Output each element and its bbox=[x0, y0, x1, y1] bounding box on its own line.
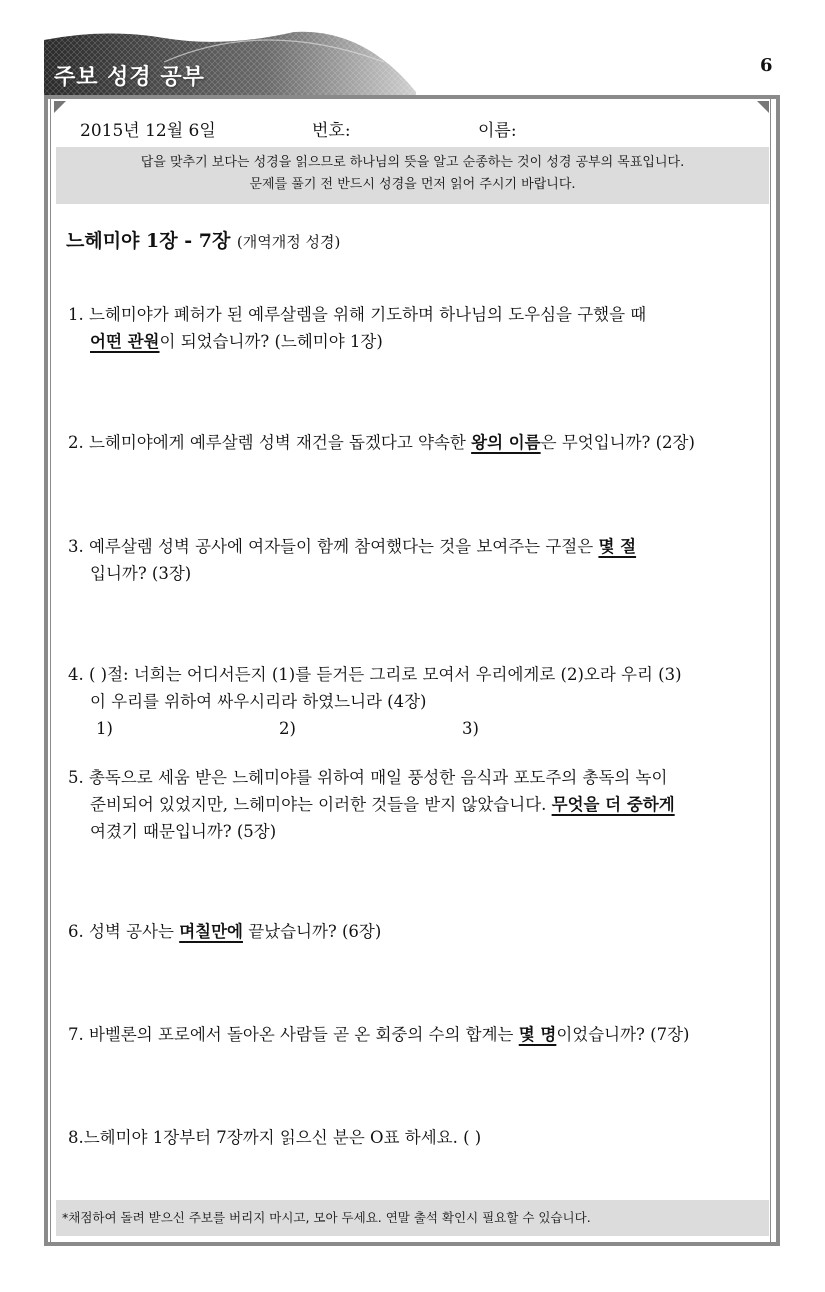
frame-right-inner bbox=[770, 99, 771, 1242]
name-label: 이름: bbox=[478, 121, 517, 141]
page-title: 주보 성경 공부 bbox=[54, 65, 205, 90]
q4-answer-3: 3) bbox=[462, 719, 479, 738]
number-label: 번호: bbox=[312, 121, 351, 141]
q4-answer-2: 2) bbox=[279, 719, 296, 738]
q3-line2: 입니까? (3장) bbox=[90, 564, 192, 583]
q5-line3: 여겼기 때문입니까? (5장) bbox=[90, 822, 277, 841]
question-3 bbox=[68, 533, 768, 587]
q5-line1: 5. 총독으로 세움 받은 느헤미야를 위하여 매일 풍성한 음식과 포도주의 총독의 녹이 bbox=[68, 768, 668, 787]
study-title bbox=[66, 226, 340, 253]
q4-answer-1: 1) bbox=[96, 719, 113, 738]
notice-box bbox=[56, 147, 769, 204]
question-2 bbox=[68, 429, 768, 456]
question-4 bbox=[68, 661, 768, 742]
q5-line2: 준비되어 있었지만, 느헤미야는 이러한 것들을 받지 않았습니다. bbox=[90, 795, 552, 814]
frame-left-inner bbox=[50, 99, 51, 1242]
frame-top bbox=[44, 95, 780, 99]
question-1 bbox=[68, 301, 768, 355]
q6-pre: 6. 성벽 공사는 bbox=[68, 922, 180, 941]
q3-emphasis: 몇 절 bbox=[598, 537, 637, 556]
q7-pre: 7. 바벨론의 포로에서 돌아온 사람들 곧 온 회중의 수의 합계는 bbox=[68, 1025, 519, 1044]
page-number: 6 bbox=[760, 55, 773, 76]
notice-line-2: 문제를 풀기 전 반드시 성경을 먼저 읽어 주시기 바랍니다. bbox=[249, 177, 576, 192]
q6-emphasis: 며칠만에 bbox=[179, 922, 243, 941]
q3-pre: 3. 예루살렘 성벽 공사에 여자들이 함께 참여했다는 것을 보여주는 구절은 bbox=[68, 537, 599, 556]
question-8: 8.느헤미야 1장부터 7장까지 읽으신 분은 O표 하세요. ( ) bbox=[68, 1128, 482, 1147]
study-version: (개역개정 성경) bbox=[236, 233, 341, 251]
q6-post: 끝났습니까? (6장) bbox=[242, 922, 382, 941]
q2-pre: 2. 느헤미야에게 예루살렘 성벽 재건을 돕겠다고 약속한 bbox=[68, 433, 472, 452]
footer-note: *채점하여 돌려 받으신 주보를 버리지 마시고, 모아 두세요. 연말 출석 확인시 필요할 수 있습니다. bbox=[56, 1200, 769, 1236]
question-6 bbox=[68, 918, 768, 945]
frame-left bbox=[44, 95, 48, 1246]
corner-triangle-right bbox=[757, 101, 769, 113]
question-5 bbox=[68, 764, 768, 845]
corner-triangle-left bbox=[54, 101, 66, 113]
frame-bottom bbox=[44, 1242, 780, 1246]
frame-right bbox=[776, 95, 780, 1246]
q4-answer-row bbox=[68, 715, 768, 742]
q1-rest: 이 되었습니까? (느헤미야 1장) bbox=[159, 332, 383, 351]
q1-emphasis: 어떤 관원 bbox=[90, 332, 160, 351]
question-7 bbox=[68, 1021, 768, 1048]
date-text: 2015년 12월 6일 bbox=[80, 121, 216, 141]
study-title-text: 느헤미야 1장 - 7장 bbox=[66, 230, 231, 252]
q7-emphasis: 몇 명 bbox=[518, 1025, 557, 1044]
q1-line1: 1. 느헤미야가 폐허가 된 예루살렘을 위해 기도하며 하나님의 도우심을 구했을 때 bbox=[68, 305, 647, 324]
q4-line2: 이 우리를 위하여 싸우시리라 하였느니라 (4장) bbox=[90, 692, 427, 711]
q4-line1: 4. ( )절: 너희는 어디서든지 (1)를 듣거든 그리로 모여서 우리에게로 (2)오라 우리 (3) bbox=[68, 665, 682, 684]
q2-post: 은 무엇입니까? (2장) bbox=[540, 433, 695, 452]
q7-post: 이었습니까? (7장) bbox=[556, 1025, 690, 1044]
notice-line-1: 답을 맞추기 보다는 성경을 읽으므로 하나님의 뜻을 알고 순종하는 것이 성경 공부의 목표입니다. bbox=[140, 155, 685, 170]
q2-emphasis: 왕의 이름 bbox=[471, 433, 541, 452]
q5-emphasis: 무엇을 더 중하게 bbox=[551, 795, 675, 814]
